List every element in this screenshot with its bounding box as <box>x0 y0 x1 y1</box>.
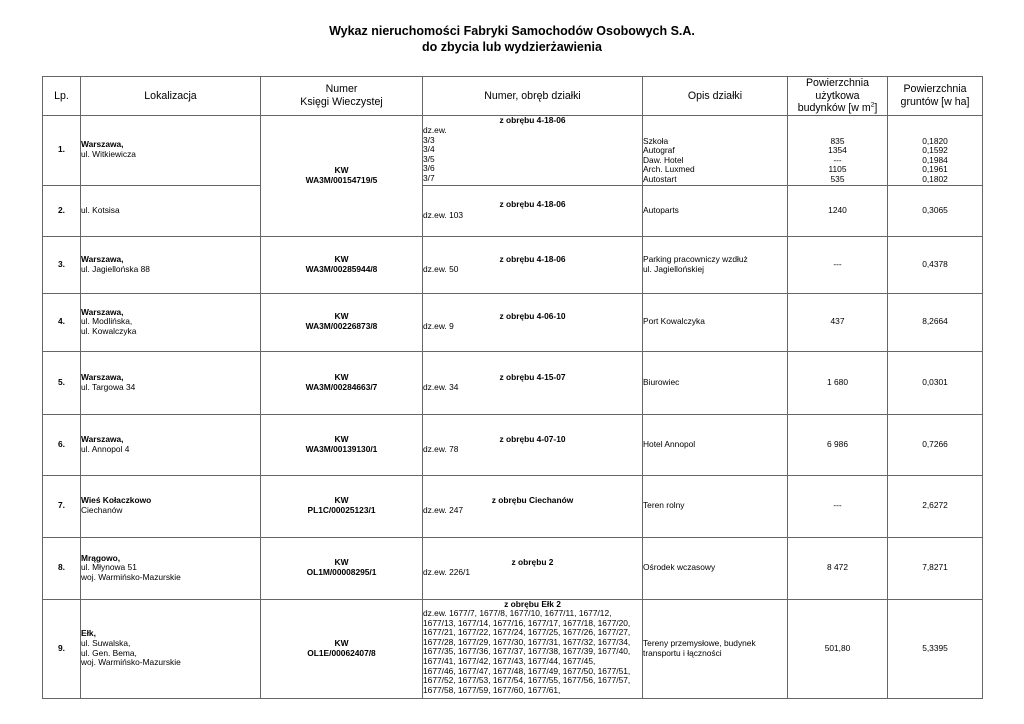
table-row <box>43 537 983 599</box>
location-city: Warszawa, <box>81 253 124 264</box>
precinct: z obrębu 2 <box>511 557 554 568</box>
land-area-value: 0,1961 <box>922 164 948 175</box>
location-city: Ełk, <box>81 628 96 639</box>
title-line-2: do zbycia lub wydzierżawienia <box>422 40 602 54</box>
location-street: ul. Jagiellońska 88 <box>81 263 150 274</box>
table-row <box>43 293 983 351</box>
plot-number: 3/5 <box>423 153 435 164</box>
plot-number: dz.ew. 226/1 <box>423 567 471 577</box>
plot-cell <box>423 414 643 475</box>
location-cell <box>81 293 261 351</box>
kw-number: WA3M/00139130/1 <box>305 443 378 454</box>
land-area-value: 0,0301 <box>888 351 983 414</box>
row-number: 9. <box>43 599 81 698</box>
header-pow-bud-line3 <box>788 102 887 115</box>
header-pow-grunt-line1: Powierzchnia <box>903 83 967 96</box>
land-area-value: 0,1802 <box>922 173 948 184</box>
plot-list <box>423 126 642 184</box>
document-title <box>0 23 1024 55</box>
building-area-value: 1240 <box>788 185 888 236</box>
plot-number: 3/7 <box>423 172 435 183</box>
description-item: Autograf <box>643 145 675 156</box>
precinct: z obrębu 4-07-10 <box>499 433 566 444</box>
header-lp: Lp. <box>43 77 81 116</box>
row-number: 2. <box>43 185 81 236</box>
title-line-1: Wykaz nieruchomości Fabryki Samochodów Osobowych S.A. <box>329 24 695 38</box>
location-street: ul. Kowalczyka <box>81 325 137 336</box>
header-pow-budynkow <box>788 77 888 116</box>
location-street: ul. Modlińska, <box>81 316 133 327</box>
location-city: Wieś Kołaczkowo <box>81 495 152 506</box>
description-line: Tereny przemysłowe, budynek <box>643 637 756 648</box>
kw-cell <box>261 351 423 414</box>
location-street: ul. Młynowa 51 <box>81 562 137 573</box>
location-cell <box>81 475 261 537</box>
table-row <box>43 236 983 293</box>
description-item: Autostart <box>643 173 677 184</box>
location-region: woj. Warmińsko-Mazurskie <box>81 657 181 668</box>
description: Port Kowalczyka <box>643 293 788 351</box>
plot-cell <box>423 351 643 414</box>
plot-line: 1677/52, 1677/53, 1677/54, 1677/55, 1677/56, 1677/57, <box>423 675 631 686</box>
building-area-value: 8 472 <box>788 537 888 599</box>
description-item: Daw. Hotel <box>643 154 684 165</box>
header-pow-bud-sup: 2 <box>870 101 875 109</box>
land-area-value: 0,1592 <box>922 145 948 156</box>
kw-cell <box>261 115 423 236</box>
precinct: z obrębu 4-18-06 <box>499 253 566 264</box>
kw-cell <box>261 599 423 698</box>
land-area-value: 5,3395 <box>888 599 983 698</box>
description: Ośrodek wczasowy <box>643 537 788 599</box>
land-area-value: 7,8271 <box>888 537 983 599</box>
location-city: Warszawa, <box>81 371 124 382</box>
precinct: z obrębu Ciechanów <box>491 495 574 506</box>
location-cell <box>81 236 261 293</box>
table-row <box>43 115 983 185</box>
header-row <box>43 77 983 116</box>
plot-line: 1677/58, 1677/59, 1677/60, 1677/61, <box>423 684 561 695</box>
description-list <box>643 137 787 185</box>
plot-cell <box>423 185 643 236</box>
location-street: ul. Suwalska, <box>81 637 131 648</box>
building-area-value: 1354 <box>828 145 847 156</box>
row-number: 8. <box>43 537 81 599</box>
land-area-cell <box>888 115 983 185</box>
row-number: 4. <box>43 293 81 351</box>
table-row <box>43 351 983 414</box>
building-area-value: 501,80 <box>788 599 888 698</box>
kw-cell <box>261 475 423 537</box>
kw-number: OL1E/00062407/8 <box>307 647 376 658</box>
land-area-value: 0,7266 <box>888 414 983 475</box>
plot-line: 1677/46, 1677/47, 1677/48, 1677/49, 1677/50, 1677/51, <box>423 665 631 676</box>
building-area-value: 437 <box>788 293 888 351</box>
building-area-value: --- <box>833 154 842 165</box>
header-opis: Opis działki <box>643 77 788 116</box>
location-city: Warszawa, <box>81 306 124 317</box>
kw-cell <box>261 293 423 351</box>
plot-line: 1677/35, 1677/36, 1677/37, 1677/38, 1677/39, 1677/40, <box>423 646 631 657</box>
location-city: Warszawa, <box>81 139 124 150</box>
description-line: ul. Jagiellońskiej <box>643 263 704 274</box>
plot-number: 3/4 <box>423 144 435 155</box>
land-area-value: 0,1820 <box>922 135 948 146</box>
kw-number: PL1C/00025123/1 <box>307 505 376 515</box>
plot-number: dz.ew. 103 <box>423 210 464 220</box>
precinct: z obrębu 4-06-10 <box>499 311 566 322</box>
kw-cell <box>261 236 423 293</box>
plot-cell <box>423 115 643 185</box>
header-numer-obreb: Numer, obręb działki <box>423 77 643 116</box>
building-area-value: 1 680 <box>788 351 888 414</box>
description-cell <box>643 599 788 698</box>
row-number: 5. <box>43 351 81 414</box>
building-area-value: --- <box>788 236 888 293</box>
row-number: 7. <box>43 475 81 537</box>
header-pow-bud-line2: użytkowa <box>815 89 860 102</box>
description-cell <box>643 115 788 185</box>
plot-number: dz.ew. 247 <box>423 505 464 515</box>
header-pow-bud-line1: Powierzchnia <box>805 77 869 89</box>
kw-cell <box>261 537 423 599</box>
plot-cell <box>423 599 643 698</box>
plot-number: dz.ew. 50 <box>423 263 459 274</box>
building-area-value: 6 986 <box>788 414 888 475</box>
plot-number: 3/6 <box>423 163 435 174</box>
header-numer-kw-line2: Księgi Wieczystej <box>300 95 383 108</box>
kw-label: KW <box>334 433 349 444</box>
location-cell <box>81 599 261 698</box>
header-numer-kw-line1: Numer <box>325 83 358 96</box>
kw-number: WA3M/00226873/8 <box>305 321 378 331</box>
building-area-cell <box>788 115 888 185</box>
kw-label: KW <box>334 495 349 506</box>
description-item: Szkoła <box>643 135 669 146</box>
kw-number: WA3M/00284663/7 <box>305 381 378 392</box>
land-area-value: 2,6272 <box>888 475 983 537</box>
precinct: z obrębu Ełk 2 <box>504 599 561 609</box>
plot-cell <box>423 236 643 293</box>
description: Autoparts <box>643 185 788 236</box>
header-pow-bud-unit: budynków [w m <box>797 102 871 114</box>
kw-number: WA3M/00285944/8 <box>305 263 378 274</box>
precinct: z obrębu 4-18-06 <box>499 199 566 210</box>
kw-number: OL1M/00008295/1 <box>306 567 377 577</box>
plot-cell <box>423 293 643 351</box>
kw-number: WA3M/00154719/5 <box>305 174 378 185</box>
plot-number: 3/3 <box>423 134 435 145</box>
kw-cell <box>261 414 423 475</box>
kw-label: KW <box>334 371 349 382</box>
location-street: ul. Kotsisa <box>81 185 261 236</box>
plot-line: 1677/13, 1677/14, 1677/16, 1677/17, 1677/18, 1677/20, <box>423 617 631 628</box>
location-city: Warszawa, <box>81 433 124 444</box>
land-area-value: 8,2664 <box>888 293 983 351</box>
table-row <box>43 185 983 236</box>
land-area-value: 0,1984 <box>922 154 948 165</box>
header-pow-bud-close: ] <box>874 102 878 114</box>
plot-number: dz.ew. 34 <box>423 381 459 392</box>
plot-cell <box>423 537 643 599</box>
location-street: ul. Gen. Bema, <box>81 647 137 658</box>
plot-list <box>423 609 642 695</box>
location-street: ul. Annopol 4 <box>81 443 130 454</box>
header-lokalizacja: Lokalizacja <box>81 77 261 116</box>
location-city: Mrągowo, <box>81 552 121 563</box>
plot-line: dz.ew. 1677/7, 1677/8, 1677/10, 1677/11, 1677/12, <box>423 608 612 619</box>
location-cell <box>81 414 261 475</box>
location-cell <box>81 351 261 414</box>
description: Hotel Annopol <box>643 414 788 475</box>
header-pow-grunt-line2: gruntów [w ha] <box>900 95 970 108</box>
kw-label: KW <box>334 637 349 648</box>
description: Teren rolny <box>643 475 788 537</box>
plot-number: dz.ew. 9 <box>423 321 454 331</box>
table-row <box>43 475 983 537</box>
property-table <box>42 76 983 699</box>
description-item: Arch. Luxmed <box>643 164 695 175</box>
plot-line: 1677/21, 1677/22, 1677/24, 1677/25, 1677/26, 1677/27, <box>423 627 631 638</box>
description-line: transportu i łączności <box>643 647 722 658</box>
header-pow-gruntow <box>888 77 983 116</box>
building-area-value: 835 <box>830 135 845 146</box>
location-cell <box>81 537 261 599</box>
plot-cell <box>423 475 643 537</box>
location-street: ul. Witkiewicza <box>81 149 136 159</box>
precinct: z obrębu 4-18-06 <box>499 115 566 126</box>
plot-line: 1677/41, 1677/42, 1677/43, 1677/44, 1677/45, <box>423 656 596 667</box>
location-street: ul. Targowa 34 <box>81 381 136 392</box>
row-number: 1. <box>43 115 81 185</box>
land-area-value: 0,3065 <box>888 185 983 236</box>
plot-number: dz.ew. 78 <box>423 443 459 454</box>
table-row <box>43 414 983 475</box>
land-area-value: 0,4378 <box>888 236 983 293</box>
kw-label: KW <box>334 557 349 568</box>
kw-label: KW <box>334 164 349 175</box>
plot-prefix: dz.ew. <box>423 125 447 136</box>
location-street: Ciechanów <box>81 505 123 515</box>
precinct: z obrębu 4-15-07 <box>499 371 566 382</box>
row-number: 6. <box>43 414 81 475</box>
description: Biurowiec <box>643 351 788 414</box>
description-cell <box>643 236 788 293</box>
row-number: 3. <box>43 236 81 293</box>
building-area-value: --- <box>788 475 888 537</box>
kw-label: KW <box>334 311 349 322</box>
header-numer-kw <box>261 77 423 116</box>
building-area-value: 1105 <box>828 164 847 175</box>
location-cell <box>81 115 261 185</box>
location-region: woj. Warmińsko-Mazurskie <box>81 571 181 582</box>
kw-label: KW <box>334 253 349 264</box>
plot-line: 1677/28, 1677/29, 1677/30, 1677/31, 1677/32, 1677/34, <box>423 636 631 647</box>
description-line: Parking pracowniczy wzdłuż <box>643 253 748 264</box>
table-row <box>43 599 983 698</box>
building-area-value: 535 <box>830 173 845 184</box>
